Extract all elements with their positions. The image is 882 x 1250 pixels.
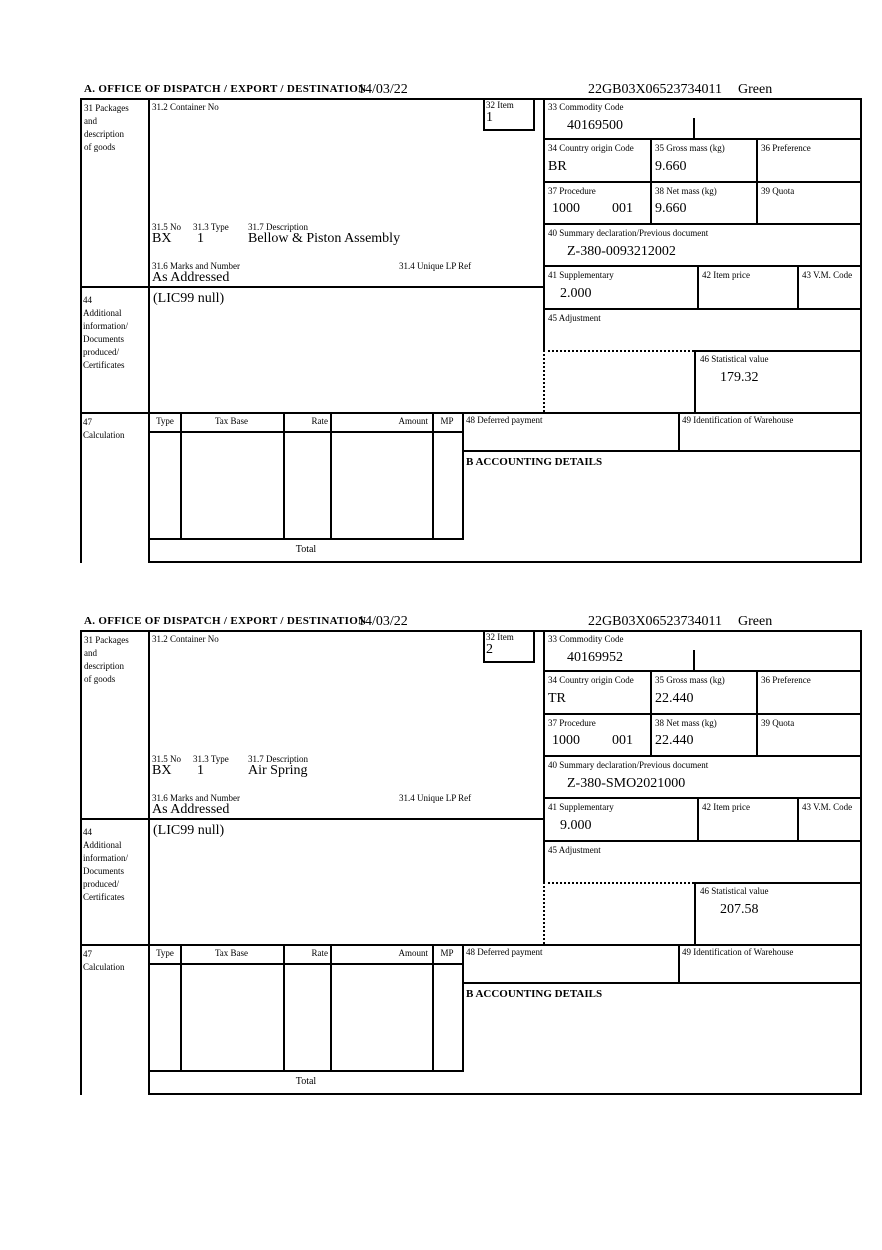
grid-line (694, 882, 862, 884)
marks-value: As Addressed (152, 802, 230, 817)
gross-mass-label: 35 Gross mass (kg) (655, 143, 725, 153)
label-line: and (84, 116, 97, 126)
calculation-label (83, 948, 125, 974)
total-label: Total (295, 544, 317, 555)
additional-info-value: (LIC99 null) (153, 291, 225, 306)
grid-line (483, 661, 535, 663)
supplementary-label: 41 Supplementary (548, 802, 614, 812)
grid-line (797, 799, 799, 842)
adjustment-label: 45 Adjustment (548, 845, 601, 855)
statistical-value: 207.58 (720, 902, 759, 917)
label-line: 44 (83, 295, 92, 305)
label-line: Certificates (83, 360, 125, 370)
dispatch-date: 14/03/22 (358, 82, 408, 97)
package-no-value: BX (152, 763, 172, 778)
declaration-reference: 22GB03X06523734011 (588, 82, 723, 97)
item-number-value: 2 (486, 642, 493, 657)
label-line: 44 (83, 827, 92, 837)
procedure-label: 37 Procedure (548, 718, 596, 728)
grid-line (797, 267, 799, 310)
label-line: description (84, 129, 124, 139)
procedure-value: 1000 (552, 733, 580, 748)
country-origin-label: 34 Country origin Code (548, 675, 634, 685)
grid-line (543, 308, 862, 310)
grid-line (543, 797, 862, 799)
grid-line (543, 713, 862, 715)
quota-label: 39 Quota (761, 718, 795, 728)
additional-information-label (83, 294, 128, 372)
label-line: and (84, 648, 97, 658)
grid-line (543, 223, 862, 225)
previous-document-value: Z-380-0093212002 (567, 244, 676, 259)
marks-number-label: 31.6 Marks and Number (152, 261, 240, 271)
item-price-label: 42 Item price (702, 802, 750, 812)
calc-col-rate: Rate (311, 948, 328, 958)
commodity-code-divider (693, 118, 695, 140)
label-line: 47 (83, 949, 92, 959)
commodity-code-label: 33 Commodity Code (548, 634, 624, 644)
grid-line (462, 982, 862, 984)
package-type-value: 1 (197, 763, 204, 778)
grid-line (80, 630, 862, 632)
commodity-code-value: 40169500 (567, 118, 623, 133)
grid-line (533, 630, 535, 663)
package-no-label: 31.5 No (152, 754, 181, 764)
package-type-label: 31.3 Type (193, 754, 229, 764)
grid-line (483, 98, 485, 131)
item-form-box (80, 98, 862, 563)
description-label: 31.7 Description (248, 222, 308, 232)
dotted-grid-line (543, 350, 545, 412)
warehouse-id-label: 49 Identification of Warehouse (682, 947, 794, 957)
grid-line (80, 98, 862, 100)
package-type-value: 1 (197, 231, 204, 246)
calc-col-type: Type (156, 948, 174, 958)
net-mass-label: 38 Net mass (kg) (655, 718, 717, 728)
routing-status: Green (738, 82, 773, 97)
container-no-label: 31.2 Container No (152, 634, 219, 644)
commodity-code-value: 40169952 (567, 650, 623, 665)
supplementary-label: 41 Supplementary (548, 270, 614, 280)
procedure-ext-value: 001 (612, 201, 633, 216)
dispatch-date: 14/03/22 (358, 614, 408, 629)
label-line: produced/ (83, 347, 119, 357)
container-no-label: 31.2 Container No (152, 102, 219, 112)
unique-lp-ref-label: 31.4 Unique LP Ref (399, 793, 472, 803)
item-number-value: 1 (486, 110, 493, 125)
grid-line (697, 799, 699, 842)
section-header (80, 82, 862, 98)
description-label: 31.7 Description (248, 754, 308, 764)
office-of-dispatch-label: A. OFFICE OF DISPATCH / EXPORT / DESTINATION (84, 83, 367, 95)
goods-description-value: Air Spring (248, 763, 308, 778)
grid-line (148, 412, 150, 563)
quota-label: 39 Quota (761, 186, 795, 196)
grid-line (483, 129, 535, 131)
deferred-payment-label: 48 Deferred payment (466, 947, 543, 957)
marks-number-label: 31.6 Marks and Number (152, 793, 240, 803)
grid-line (462, 450, 862, 452)
summary-declaration-label: 40 Summary declaration/Previous document (548, 228, 709, 238)
dotted-grid-line (543, 350, 694, 352)
item-label: 32 Item (486, 632, 514, 642)
marks-value: As Addressed (152, 270, 230, 285)
unique-lp-ref-label: 31.4 Unique LP Ref (399, 261, 472, 271)
total-label: Total (295, 1076, 317, 1087)
grid-line (148, 630, 150, 944)
package-no-value: BX (152, 231, 172, 246)
grid-line (694, 350, 696, 412)
deferred-payment-label: 48 Deferred payment (466, 415, 543, 425)
grid-line (543, 755, 862, 757)
grid-line (80, 944, 862, 946)
label-line: of goods (84, 674, 116, 684)
section-header (80, 614, 862, 630)
statistical-value-label: 46 Statistical value (700, 886, 769, 896)
grid-line (148, 944, 150, 1095)
package-type-label: 31.3 Type (193, 222, 229, 232)
grid-line (80, 818, 545, 820)
grid-line (148, 561, 862, 563)
declaration-item-section (80, 82, 862, 563)
additional-info-value: (LIC99 null) (153, 823, 225, 838)
grid-line (694, 350, 862, 352)
item-label: 32 Item (486, 100, 514, 110)
grid-line (148, 963, 464, 965)
grid-line (860, 98, 862, 563)
supplementary-value: 9.000 (560, 818, 592, 833)
calc-col-taxbase: Tax Base (214, 948, 249, 958)
label-line: Calculation (83, 962, 125, 972)
grid-line (678, 412, 680, 452)
grid-line (678, 944, 680, 984)
label-line: of goods (84, 142, 116, 152)
grid-line (148, 98, 150, 412)
country-origin-value: BR (548, 159, 567, 174)
preference-label: 36 Preference (761, 143, 811, 153)
item-price-label: 42 Item price (702, 270, 750, 280)
grid-line (533, 98, 535, 131)
item-form-box (80, 630, 862, 1095)
supplementary-value: 2.000 (560, 286, 592, 301)
routing-status: Green (738, 614, 773, 629)
calc-col-amount: Amount (398, 416, 428, 426)
preference-label: 36 Preference (761, 675, 811, 685)
gross-mass-value: 22.440 (655, 691, 694, 706)
grid-line (543, 265, 862, 267)
vm-code-label: 43 V.M. Code (802, 802, 853, 812)
grid-line (694, 882, 696, 944)
grid-line (148, 1070, 464, 1072)
grid-line (148, 1093, 862, 1095)
label-line: Additional (83, 840, 122, 850)
procedure-value: 1000 (552, 201, 580, 216)
calc-col-mp: MP (440, 948, 454, 958)
country-origin-label: 34 Country origin Code (548, 143, 634, 153)
dotted-grid-line (543, 882, 694, 884)
calc-col-mp: MP (440, 416, 454, 426)
procedure-label: 37 Procedure (548, 186, 596, 196)
statistical-value-label: 46 Statistical value (700, 354, 769, 364)
accounting-details-label: B ACCOUNTING DETAILS (466, 456, 603, 468)
package-no-label: 31.5 No (152, 222, 181, 232)
grid-line (483, 630, 485, 663)
label-line: produced/ (83, 879, 119, 889)
label-line: 31 Packages (84, 103, 129, 113)
grid-line (543, 138, 862, 140)
warehouse-id-label: 49 Identification of Warehouse (682, 415, 794, 425)
additional-information-label (83, 826, 128, 904)
office-of-dispatch-label: A. OFFICE OF DISPATCH / EXPORT / DESTINATION (84, 615, 367, 627)
statistical-value: 179.32 (720, 370, 759, 385)
net-mass-value: 22.440 (655, 733, 694, 748)
packages-description-label (84, 634, 129, 686)
grid-line (543, 670, 862, 672)
grid-line (697, 267, 699, 310)
label-line: information/ (83, 321, 128, 331)
declaration-reference: 22GB03X06523734011 (588, 614, 723, 629)
grid-line (80, 630, 82, 1095)
grid-line (80, 412, 862, 414)
grid-line (543, 181, 862, 183)
procedure-ext-value: 001 (612, 733, 633, 748)
accounting-details-label: B ACCOUNTING DETAILS (466, 988, 603, 1000)
grid-line (80, 286, 545, 288)
grid-line (543, 840, 862, 842)
label-line: Documents (83, 334, 124, 344)
goods-description-value: Bellow & Piston Assembly (248, 231, 401, 246)
grid-line (148, 431, 464, 433)
dotted-grid-line (543, 882, 545, 944)
adjustment-label: 45 Adjustment (548, 313, 601, 323)
grid-line (80, 98, 82, 563)
label-line: information/ (83, 853, 128, 863)
label-line: 31 Packages (84, 635, 129, 645)
net-mass-value: 9.660 (655, 201, 687, 216)
calculation-label (83, 416, 125, 442)
commodity-code-label: 33 Commodity Code (548, 102, 624, 112)
summary-declaration-label: 40 Summary declaration/Previous document (548, 760, 709, 770)
calc-col-amount: Amount (398, 948, 428, 958)
commodity-code-divider (693, 650, 695, 672)
net-mass-label: 38 Net mass (kg) (655, 186, 717, 196)
calc-col-rate: Rate (311, 416, 328, 426)
label-line: 47 (83, 417, 92, 427)
label-line: Certificates (83, 892, 125, 902)
previous-document-value: Z-380-SMO2021000 (567, 776, 686, 791)
grid-line (148, 538, 464, 540)
label-line: Documents (83, 866, 124, 876)
gross-mass-label: 35 Gross mass (kg) (655, 675, 725, 685)
label-line: description (84, 661, 124, 671)
gross-mass-value: 9.660 (655, 159, 687, 174)
grid-line (860, 630, 862, 1095)
calc-col-taxbase: Tax Base (214, 416, 249, 426)
declaration-item-section (80, 614, 862, 1095)
label-line: Calculation (83, 430, 125, 440)
calc-col-type: Type (156, 416, 174, 426)
packages-description-label (84, 102, 129, 154)
label-line: Additional (83, 308, 122, 318)
country-origin-value: TR (548, 691, 566, 706)
vm-code-label: 43 V.M. Code (802, 270, 853, 280)
